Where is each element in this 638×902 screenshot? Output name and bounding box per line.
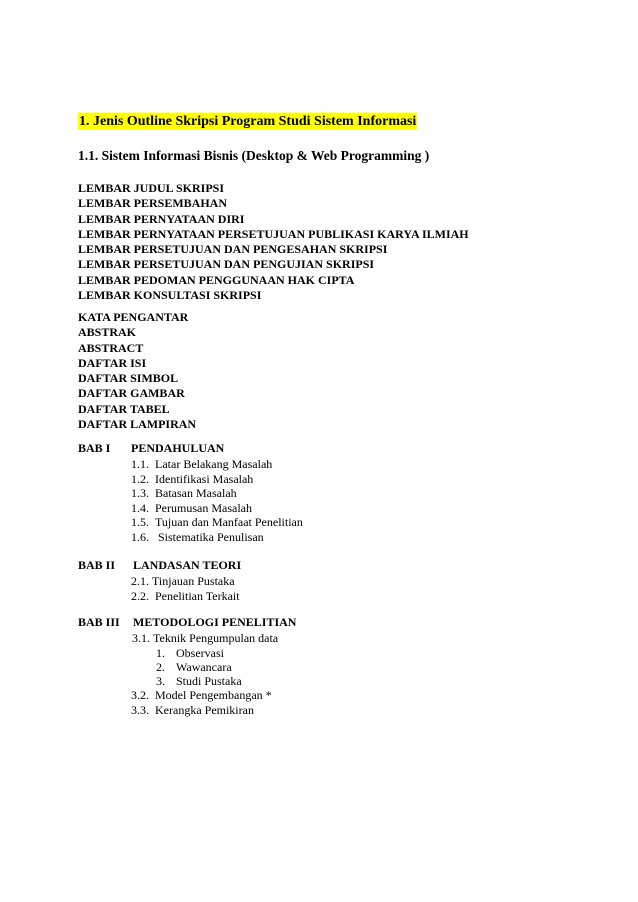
list-item: 2. Wawancara bbox=[156, 659, 232, 674]
chapter-items bbox=[131, 574, 240, 603]
list-item: 3.2. Model Pengembangan * bbox=[131, 688, 272, 703]
chapter-bab-2 bbox=[78, 558, 242, 603]
list-item: LEMBAR PERSETUJUAN DAN PENGESAHAN SKRIPSI bbox=[78, 242, 388, 257]
chapter-title: METODOLOGI PENELITIAN bbox=[133, 615, 297, 629]
chapter-title: PENDAHULUAN bbox=[131, 441, 225, 455]
chapter-label: BAB II bbox=[78, 558, 116, 572]
list-item: 2.2. Penelitian Terkait bbox=[131, 588, 240, 603]
chapter-bab-3 bbox=[78, 615, 297, 717]
list-item: ABSTRACT bbox=[78, 340, 144, 355]
chapter-items bbox=[131, 688, 277, 717]
list-item: 1.5. Tujuan dan Manfaat Penelitian bbox=[131, 515, 303, 529]
list-item: 3.3. Kerangka Pemikiran bbox=[131, 702, 254, 717]
section-heading: 1. Jenis Outline Skripsi Program Studi Sistem Informasi bbox=[79, 114, 417, 129]
front-matter-list-1 bbox=[78, 181, 469, 303]
list-item: DAFTAR SIMBOL bbox=[78, 371, 179, 386]
list-item: LEMBAR PEDOMAN PENGGUNAAN HAK CIPTA bbox=[78, 272, 355, 287]
list-item: LEMBAR JUDUL SKRIPSI bbox=[78, 181, 225, 195]
chapter-title: LANDASAN TEORI bbox=[133, 558, 242, 572]
list-item: 1.1. Latar Belakang Masalah bbox=[131, 457, 273, 471]
list-item: LEMBAR PERSETUJUAN DAN PENGUJIAN SKRIPSI bbox=[78, 257, 375, 272]
chapter-label: BAB I bbox=[78, 441, 111, 455]
chapter-label: BAB III bbox=[78, 615, 120, 629]
list-item: ABSTRAK bbox=[78, 325, 137, 340]
list-item: DAFTAR GAMBAR bbox=[78, 386, 185, 401]
list-item: 1. Observasi bbox=[156, 645, 224, 660]
list-item: DAFTAR TABEL bbox=[78, 401, 170, 416]
list-item: LEMBAR PERNYATAAN DIRI bbox=[78, 211, 245, 226]
list-item: DAFTAR ISI bbox=[78, 355, 147, 370]
list-item: KATA PENGANTAR bbox=[78, 310, 189, 324]
list-item: 1.2. Identifikasi Masalah bbox=[131, 471, 254, 486]
list-item: LEMBAR PERSEMBAHAN bbox=[78, 196, 228, 211]
list-item: 3.1. Teknik Pengumpulan data bbox=[132, 631, 279, 645]
chapter-items bbox=[132, 631, 278, 646]
sub-list bbox=[156, 646, 302, 689]
list-item: DAFTAR LAMPIRAN bbox=[78, 417, 197, 432]
list-item: LEMBAR KONSULTASI SKRIPSI bbox=[78, 288, 262, 303]
list-item: 2.1. Tinjauan Pustaka bbox=[131, 574, 235, 588]
list-item: 1.4. Perumusan Masalah bbox=[131, 500, 252, 515]
list-item: LEMBAR PERNYATAAN PERSETUJUAN PUBLIKASI KARYA ILMIAH bbox=[78, 226, 469, 241]
list-item: 1.6. Sistematika Penulisan bbox=[131, 529, 264, 544]
front-matter-list-2 bbox=[78, 310, 196, 432]
chapter-items bbox=[131, 457, 303, 544]
chapter-bab-1 bbox=[78, 441, 303, 544]
list-item: 1.3. Batasan Masalah bbox=[131, 486, 237, 500]
subsection-heading: 1.1. Sistem Informasi Bisnis (Desktop & Web Programming ) bbox=[78, 148, 430, 163]
list-item: 3. Studi Pustaka bbox=[156, 673, 242, 688]
